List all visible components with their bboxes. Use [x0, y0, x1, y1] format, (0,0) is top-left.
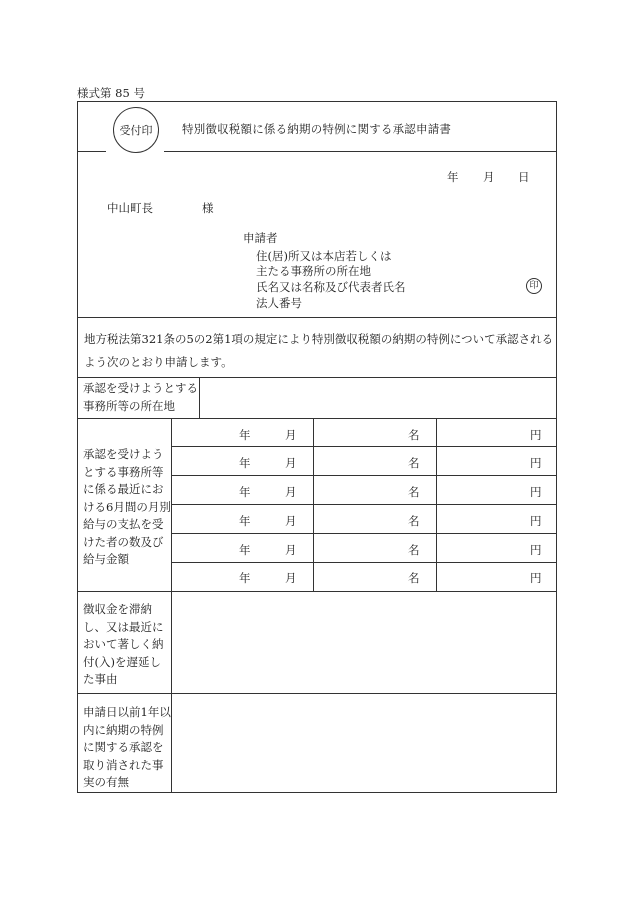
applicant-label: 申請者: [243, 231, 278, 245]
payroll-row-rule: [171, 533, 557, 534]
payroll-month: 月: [285, 428, 297, 442]
office-location-bottom-rule: [78, 418, 557, 419]
payroll-row-rule: [171, 562, 557, 563]
form-number: 様式第 85 号: [77, 86, 145, 100]
delinquency-bottom-rule: [78, 693, 557, 694]
payroll-amount: 円: [530, 485, 542, 499]
payroll-label: 承認を受けようとする事務所等に係る最近における6月間の月別給与の支払を受けた者の数及び給与金額: [83, 447, 171, 566]
payroll-persons: 名: [408, 571, 420, 585]
applicant-address-line2: 主たる事務所の所在地: [256, 264, 371, 278]
payroll-month: 月: [285, 514, 297, 528]
date-year: 年: [447, 170, 459, 184]
payroll-row-rule: [171, 504, 557, 505]
applicant-address-line1: 住(居)所又は本店若しくは: [256, 249, 392, 263]
payroll-persons: 名: [408, 456, 420, 470]
addressee-name: 中山町長: [107, 201, 153, 215]
header-divider-left: [78, 151, 106, 152]
payroll-row-rule: [171, 446, 557, 447]
applicant-name-label: 氏名又は名称及び代表者氏名: [256, 280, 406, 294]
office-location-label: 承認を受けようとする事務所等の所在地: [83, 381, 198, 413]
payroll-year: 年: [239, 514, 251, 528]
payroll-amount: 円: [530, 456, 542, 470]
delinquency-label: 徴収金を滞納し、又は最近において著しく納付(入)を遅延した事由: [83, 602, 164, 686]
payroll-row-rule: [171, 475, 557, 476]
date-day: 日: [518, 170, 530, 184]
payroll-persons: 名: [408, 543, 420, 557]
header-divider-right: [164, 151, 557, 152]
payroll-year: 年: [239, 456, 251, 470]
applicant-corporate-number: 法人番号: [256, 296, 302, 310]
payroll-amount: 円: [530, 514, 542, 528]
payroll-persons: 名: [408, 428, 420, 442]
application-statement: 地方税法第321条の5の2第1項の規定により特別徴収税額の納期の特例について承認されるよう次のとおり申請します。: [84, 332, 554, 369]
payroll-bottom-rule: [78, 591, 557, 592]
seal-icon: 印: [526, 278, 542, 294]
payroll-year: 年: [239, 543, 251, 557]
payroll-amount: 円: [530, 571, 542, 585]
payroll-month: 月: [285, 456, 297, 470]
addressee-honorific: 様: [202, 201, 214, 215]
application-form: [77, 101, 557, 793]
office-location-divider: [199, 377, 200, 419]
payroll-month: 月: [285, 485, 297, 499]
table-top-rule: [78, 377, 557, 378]
payroll-year: 年: [239, 571, 251, 585]
revocation-label: 申請日以前1年以内に納期の特例に関する承認を取り消された事実の有無: [83, 705, 171, 789]
reception-stamp-circle: 受付印: [113, 107, 159, 153]
form-title: 特別徴収税額に係る納期の特例に関する承認申請書: [182, 122, 452, 136]
payroll-year: 年: [239, 428, 251, 442]
payroll-amount: 円: [530, 543, 542, 557]
payroll-persons: 名: [408, 485, 420, 499]
statement-top-rule: [78, 317, 557, 318]
payroll-persons: 名: [408, 514, 420, 528]
payroll-amount: 円: [530, 428, 542, 442]
payroll-year: 年: [239, 485, 251, 499]
payroll-month: 月: [285, 571, 297, 585]
date-month: 月: [483, 170, 495, 184]
payroll-month: 月: [285, 543, 297, 557]
